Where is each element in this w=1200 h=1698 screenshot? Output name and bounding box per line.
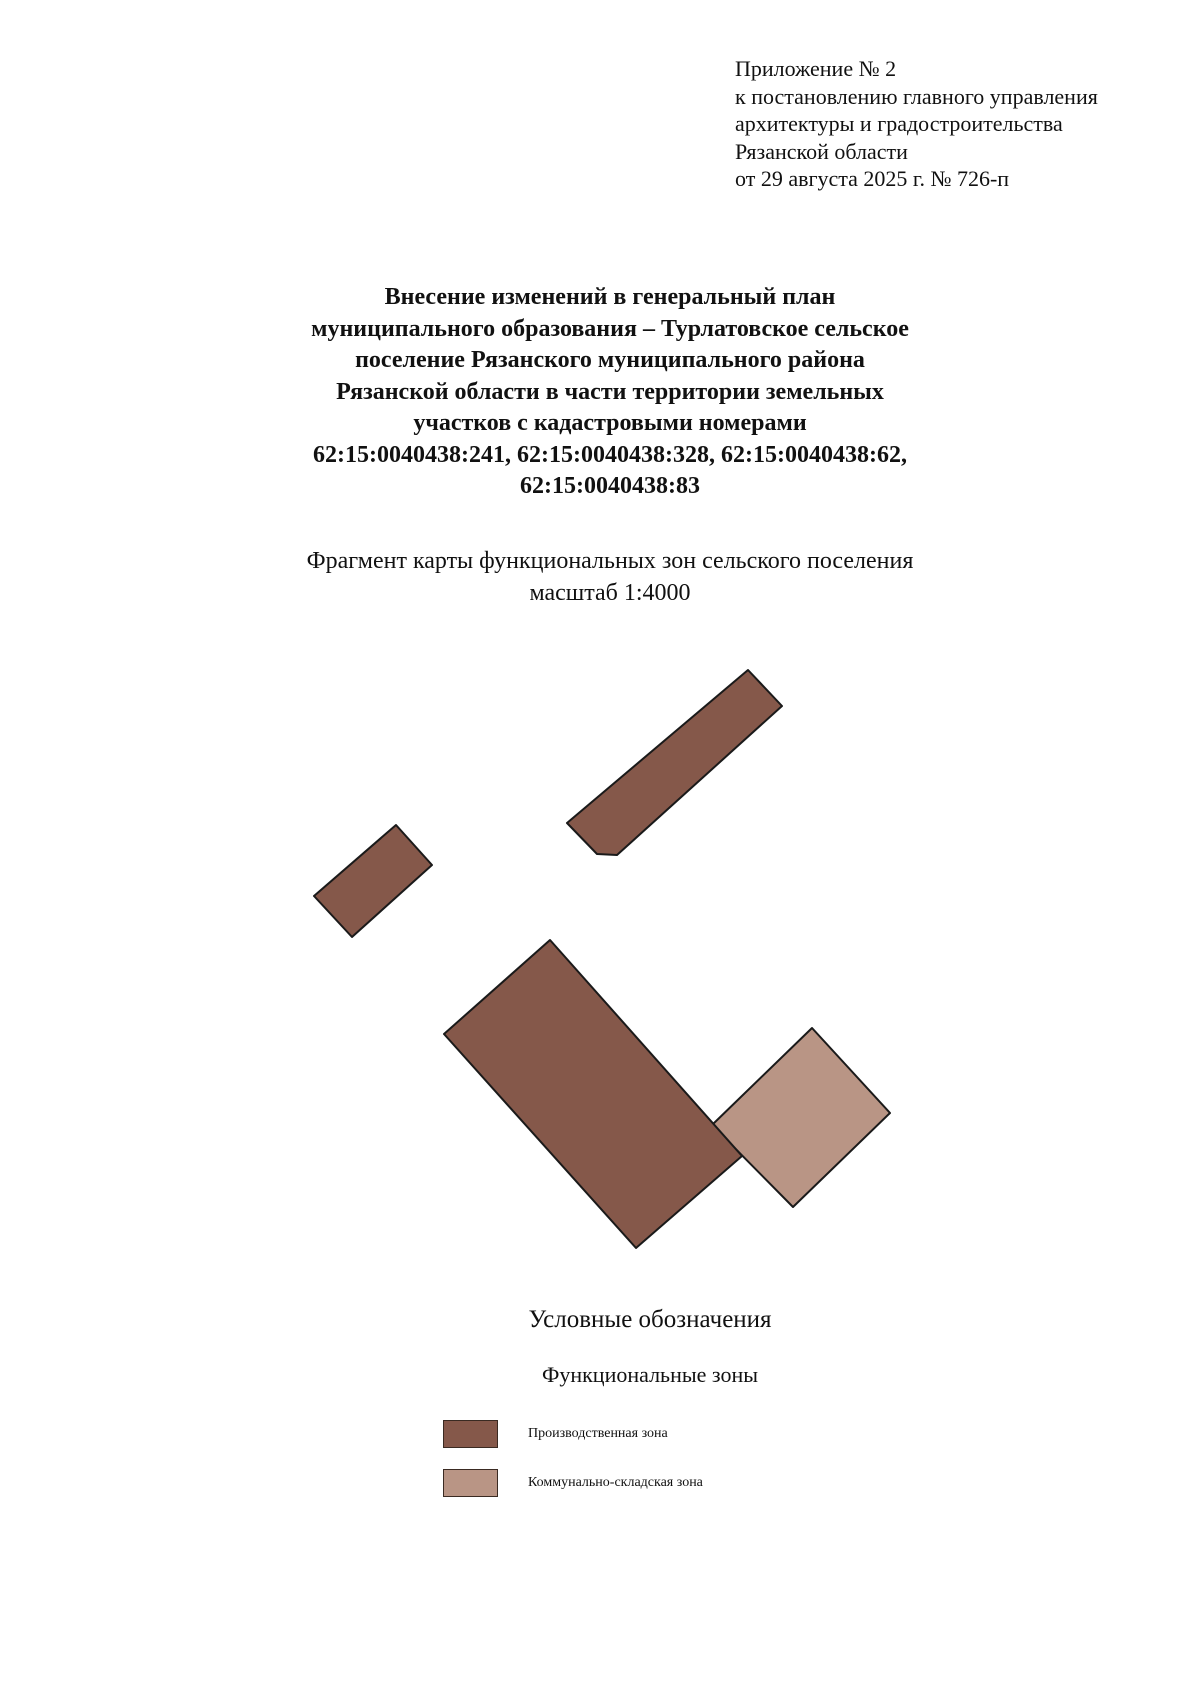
legend-label-communal: Коммунально-складская зона (528, 1475, 703, 1490)
appendix-line: от 29 августа 2025 г. № 726-п (735, 166, 1010, 191)
legend-swatch-communal (443, 1469, 498, 1497)
legend-title: Условные обозначения (528, 1306, 772, 1333)
title-line: 62:15:0040438:241, 62:15:0040438:328, 62:15:0040438:62, (313, 441, 907, 468)
map-scale: масштаб 1:4000 (529, 580, 691, 606)
title-line: Внесение изменений в генеральный план (384, 284, 836, 310)
title-line: 62:15:0040438:83 (520, 473, 700, 499)
production-zone-parcel-west (314, 825, 432, 937)
production-zone-parcel-main (444, 940, 742, 1248)
title-line: поселение Рязанского муниципального района (355, 347, 865, 373)
appendix-line: к постановлению главного управления (735, 83, 1098, 109)
legend-swatch-production (443, 1420, 498, 1448)
appendix-line: Приложение № 2 (735, 56, 897, 81)
map-caption: Фрагмент карты функциональных зон сельского поселения (306, 548, 914, 574)
communal-warehouse-zone-parcel (712, 1028, 890, 1207)
production-zone-parcel-northeast (567, 670, 782, 855)
legend-label-production: Производственная зона (528, 1426, 668, 1441)
appendix-line: Рязанской области (735, 138, 908, 164)
appendix-line: архитектуры и градостроительства (735, 111, 1063, 136)
title-line: участков с кадастровыми номерами (413, 410, 807, 436)
title-line: муниципального образования – Турлатовское сельское (311, 315, 909, 342)
title-line: Рязанской области в части территории земельных (336, 378, 884, 405)
legend-subtitle: Функциональные зоны (541, 1362, 759, 1387)
